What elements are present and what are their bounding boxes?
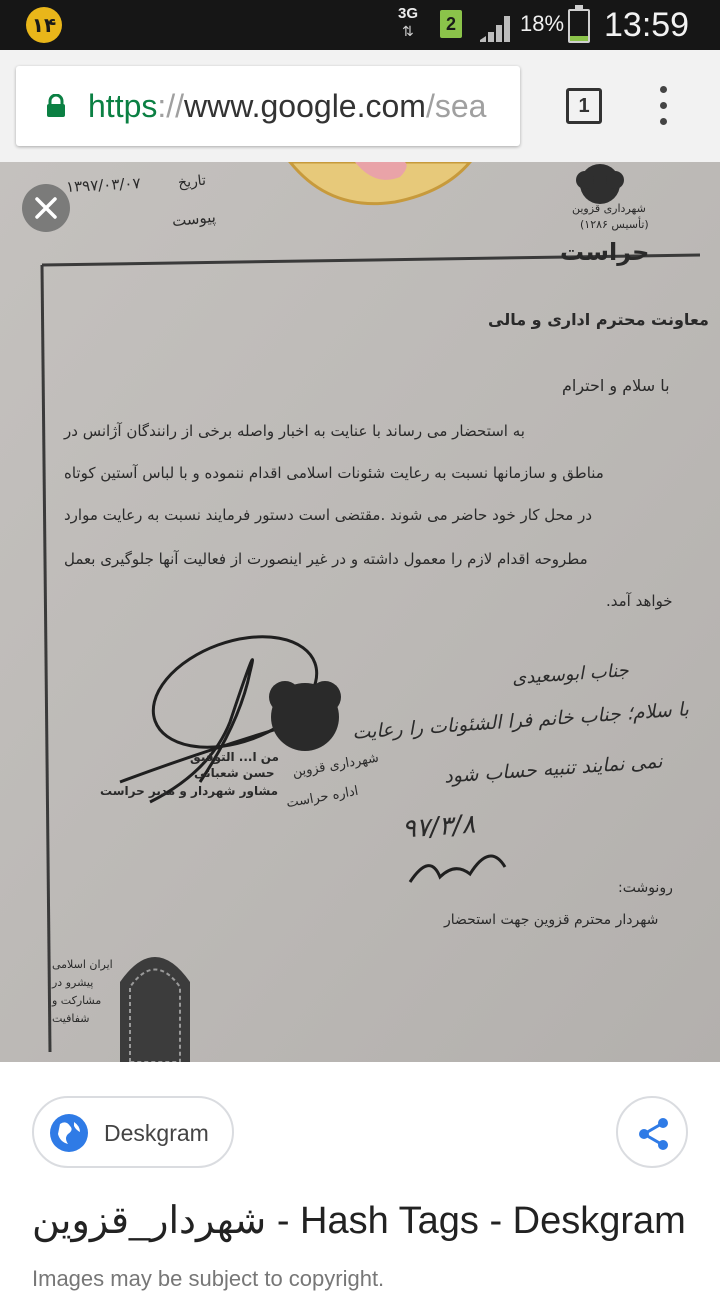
image-viewer bbox=[0, 162, 720, 1062]
doc-body-line: مطروحه اقدام لازم را معمول داشته و در غیر اینصورت از فعالیت آنها جلوگیری بعمل bbox=[64, 550, 588, 568]
battery-icon bbox=[568, 9, 590, 43]
doc-body-line: خواهد آمد. bbox=[606, 592, 673, 610]
doc-footer-line: ایران اسلامی bbox=[52, 958, 113, 971]
handwritten-note-line: جناب ابوسعیدی bbox=[511, 659, 630, 690]
stamp-text-line: شهرداری قزوین bbox=[291, 750, 380, 781]
status-bar bbox=[0, 0, 720, 50]
url-separator: :// bbox=[157, 88, 185, 124]
copyright-notice: Images may be subject to copyright. bbox=[32, 1266, 385, 1291]
handwritten-note-line: با سلام؛ جناب خانم فرا الشئونات را رعایت bbox=[351, 698, 690, 744]
notification-badge: ۱۴ bbox=[26, 7, 62, 43]
doc-cc-label: رونوشت: bbox=[618, 880, 673, 896]
lock-icon bbox=[46, 94, 66, 118]
url-bar[interactable] bbox=[16, 66, 520, 146]
url-path: /sea bbox=[425, 88, 487, 124]
tab-switcher-button[interactable]: 1 bbox=[566, 88, 602, 124]
close-icon[interactable] bbox=[22, 184, 70, 232]
handwritten-date: ۹۷/۳/۸ bbox=[401, 809, 477, 845]
result-title[interactable]: شهردار_قزوین - Hash Tags - Deskgram bbox=[32, 1200, 686, 1242]
battery-percent: 18% bbox=[520, 11, 565, 36]
doc-org-founded: (تأسیس ۱۲۸۶) bbox=[580, 218, 649, 231]
doc-body-line: در محل کار خود حاضر می شوند .مقتضی است دستور فرمایند نسبت به رعایت موارد bbox=[64, 506, 593, 524]
overflow-menu-icon[interactable] bbox=[652, 86, 676, 126]
doc-recipient: معاونت محترم اداری و مالی bbox=[488, 310, 709, 329]
result-card bbox=[0, 1062, 720, 1280]
handwritten-note-line: نمی نمایند تنبیه حساب شود bbox=[443, 750, 664, 788]
doc-signatory-name: حسن شعبانی bbox=[194, 766, 275, 780]
doc-footer-line: مشارکت و bbox=[52, 994, 102, 1007]
doc-body-line: مناطق و سازمانها نسبت به رعایت شئونات اسلامی اقدام ننموده و با لباس آستین کوتاه bbox=[64, 464, 604, 482]
doc-footer-line: شفافیت bbox=[52, 1012, 90, 1025]
url-text[interactable] bbox=[88, 86, 486, 126]
ornamental-seal bbox=[120, 957, 190, 1062]
doc-closing: من ا... التوفیق bbox=[190, 750, 279, 764]
browser-toolbar bbox=[0, 50, 720, 162]
network-type-label: 3G bbox=[398, 5, 419, 22]
doc-date-label: تاریخ bbox=[177, 172, 207, 192]
url-scheme: https bbox=[88, 88, 158, 124]
doc-date-value: ۱۳۹۷/۰۳/۰۷ bbox=[65, 174, 141, 196]
doc-cc-line: شهردار محترم قزوین جهت استحضار bbox=[444, 912, 659, 928]
source-name: Deskgram bbox=[104, 1120, 209, 1146]
signal-icon bbox=[480, 12, 514, 42]
doc-footer-line: پیشرو در bbox=[52, 976, 94, 989]
source-chip[interactable] bbox=[32, 1096, 234, 1168]
network-activity-icon: ⇅ bbox=[402, 24, 414, 40]
stamp-text-line: اداره حراست bbox=[285, 783, 360, 812]
share-icon[interactable] bbox=[616, 1096, 688, 1168]
sim-2-icon: 2 bbox=[440, 10, 462, 38]
doc-attachment-label: پیوست bbox=[171, 207, 217, 231]
globe-icon bbox=[50, 1114, 88, 1152]
doc-greeting: با سلام و احترام bbox=[562, 376, 670, 395]
battery-level-fill bbox=[570, 36, 588, 41]
doc-org-name: شهرداری قزوین bbox=[572, 202, 646, 215]
status-clock: 13:59 bbox=[604, 6, 690, 44]
doc-signatory-title: مشاور شهردار و مدیر حراست bbox=[100, 784, 279, 798]
doc-body-line: به استحضار می رساند با عنایت به اخبار واصله برخی از رانندگان آژانس در bbox=[64, 422, 525, 440]
doc-department-heading: حراست bbox=[560, 238, 650, 266]
url-host: www.google.com bbox=[184, 88, 426, 124]
